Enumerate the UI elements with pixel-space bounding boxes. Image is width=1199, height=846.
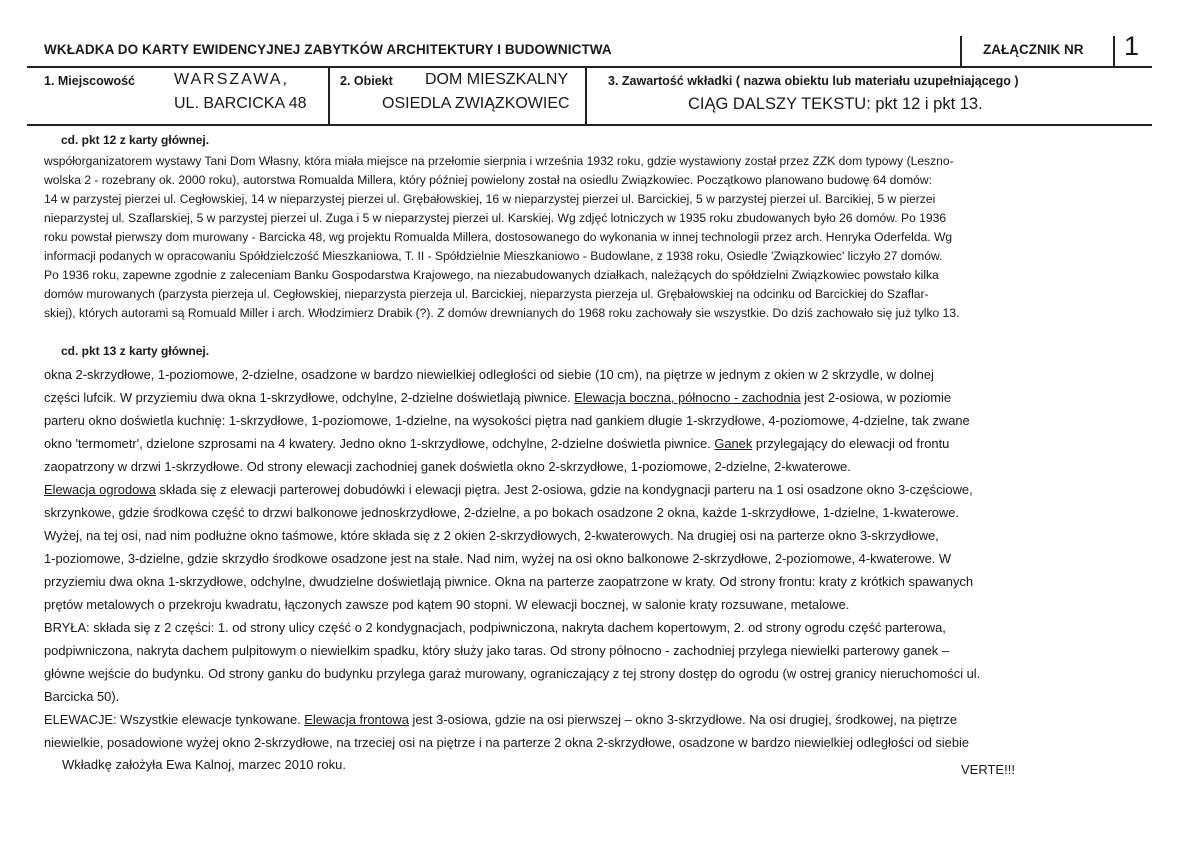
text: okno 'termometr', dzielone szprosami na 4 kwatery. Jedno okno 1-skrzydłowe, odchylne, 2-dzielne doświetla piwnice. xyxy=(44,436,715,451)
object-value-line1: DOM MIESZKALNY xyxy=(425,71,569,88)
section13-line: niewielkie, posadowione wyżej okno 2-skrzydłowe, na trzeciej osi na piętrze i na parterze 2 okna 2-skrzydłowe, osadzone w bardzo niewielkiej odległości od siebie xyxy=(44,735,970,750)
section12-line: nieparzystej ul. Szaflarskiej, 5 w parzystej pierzei ul. Zuga i 5 w nieparzystej pierzei ul. Karskiej. Wg zdjęć lotniczych w 1935 roku zbudowanych było 26 domów. Po 1936 xyxy=(44,211,947,225)
underlined-term: Elewacja boczna, północno - zachodnia xyxy=(574,390,801,405)
section13-line xyxy=(44,432,949,455)
attachment-number: 1 xyxy=(1124,31,1140,61)
verte-note: VERTE!!! xyxy=(961,762,1015,777)
section12-heading: cd. pkt 12 z karty głównej. xyxy=(61,133,210,147)
section13-line: parteru okno doświetla kuchnię: 1-skrzydłowe, 1-poziomowe, 1-dzielne, na wysokości piętra nad gankiem długie 1-skrzydłowe, 4-poziomowe, 4-dzielne, tak zwane xyxy=(44,413,970,428)
section13-line: 1-poziomowe, 3-dzielne, gdzie skrzydło środkowe osadzone jest na stałe. Nad nim, wyżej na osi okno balkonowe 2-skrzydłowe, 2-poziomowe, 4-kwaterowe. W xyxy=(44,551,952,566)
attachment-label: ZAŁĄCZNIK NR xyxy=(983,42,1084,57)
section13-line: Barcicka 50). xyxy=(44,689,120,704)
header-divider-1 xyxy=(328,66,330,124)
attachment-number-divider xyxy=(1113,36,1115,66)
text: jest 3-osiowa, gdzie na osi pierwszej – okno 3-skrzydłowe. Na osi drugiej, środkowej, na piętrze xyxy=(408,712,958,727)
locality-label: 1. Miejscowość xyxy=(44,74,136,88)
text: przylegający do elewacji od frontu xyxy=(752,436,950,451)
locality-value-line2: UL. BARCICKA 48 xyxy=(174,95,307,112)
section12-line: skiej), których autorami są Romuald Miller i arch. Włodzimierz Drabik (?). Z domów drewnianych do 1968 roku zachowały sie wszystkie. Do dziś zachowało się już tylko 13. xyxy=(44,306,960,320)
section13-heading: cd. pkt 13 z karty głównej. xyxy=(61,344,210,358)
section12-line: 14 w parzystej pierzei ul. Cegłowskiej, 14 w nieparzystej pierzei ul. Grębałowskiej, 16 w nieparzystej pierzei ul. Barcickiej, 5 w parzystej pierzei ul. Barcikiej, 5 w pierzei xyxy=(44,192,936,206)
section12-line: domów murowanych (parzysta pierzeja ul. Cegłowskiej, nieparzysta pierzeja ul. Barcickiej, nieparzysta pierzeja ul. Grębałowskiej na odcinku od Barcickiej do Szaflar- xyxy=(44,287,929,301)
section13-line: zaopatrzony w drzwi 1-skrzydłowe. Od strony elewacji zachodniej ganek doświetla okno 2-skrzydłowe, 1-poziomowe, 2-dzielne, 2-kwaterowe. xyxy=(44,459,851,474)
content-value: CIĄG DALSZY TEKSTU: pkt 12 i pkt 13. xyxy=(688,95,983,113)
text: części lufcik. W przyziemiu dwa okna 1-skrzydłowe, odchylne, 2-dzielne doświetlają piwnice. xyxy=(44,390,575,405)
section13-line: okna 2-skrzydłowe, 1-poziomowe, 2-dzielne, osadzone w bardzo niewielkiej odległości od siebie (10 cm), na piętrze w jednym z okien w 2 skrzydle, w dolnej xyxy=(44,367,934,382)
object-value-line2: OSIEDLA ZWIĄZKOWIEC xyxy=(382,95,570,112)
locality-value-line1: WARSZAWA, xyxy=(174,71,289,88)
section13-line: skrzynkowe, gdzie środkowa część to drzwi balkonowe jednoskrzydłowe, 2-dzielne, a po bokach osadzone 2 okna, każde 1-skrzydłowe, 1-dzielne, 1-kwaterowe. xyxy=(44,505,959,520)
header-top-rule xyxy=(27,66,1152,68)
section13-line: prętów metalowych o przekroju kwadratu, łączonych zawsze pod kątem 90 stopni. W elewacji bocznej, w salonie kraty rozsuwane, metalowe. xyxy=(44,597,850,612)
header-divider-attachment xyxy=(960,36,962,66)
object-label: 2. Obiekt xyxy=(340,74,393,88)
section13-line xyxy=(44,478,973,501)
underlined-term: Elewacja frontowa xyxy=(304,712,409,727)
section13-line: podpiwniczona, nakryta dachem pulpitowym o niewielkim spadku, który służy jako taras. Od strony północno - zachodniej przylega niewielki parterowy ganek – xyxy=(44,643,949,658)
section12-line: Po 1936 roku, zapewne zgodnie z zaleceniam Banku Gospodarstwa Krajowego, na niezabudowanych działkach, należących do spółdzielni Związkowiec powstało kilka xyxy=(44,268,939,282)
section13-line: przyziemiu dwa okna 1-skrzydłowe, odchylne, dwudzielne doświetlają piwnice. Okna na parterze zaopatrzone w kraty. Od strony frontu: kraty z krótkich spawanych xyxy=(44,574,974,589)
section13-line xyxy=(44,386,951,409)
section13-line xyxy=(44,708,957,731)
underlined-term: Ganek xyxy=(714,436,753,451)
document-title: WKŁADKA DO KARTY EWIDENCYJNEJ ZABYTKÓW ARCHITEKTURY I BUDOWNICTWA xyxy=(44,42,612,57)
section13-line: BRYŁA: składa się z 2 części: 1. od strony ulicy część o 2 kondygnacjach, podpiwniczona, nakryta dachem kopertowym, 2. od strony ogrodu część parterowa, xyxy=(44,620,946,635)
section13-line: główne wejście do budynku. Od strony ganku do budynku przylega garaż murowany, ograniczający z tej strony dostęp do ogrodu (w ostrej granicy nieruchomości ul. xyxy=(44,666,981,681)
header-divider-2 xyxy=(585,66,587,124)
section12-line: informacji podanych w opracowaniu Spółdzielczość Mieszkaniowa, T. II - Spółdzielnie Mieszkaniowo - Budowlane, z 1938 roku, Osiedle 'Związkowiec' liczyło 27 domów. xyxy=(44,249,943,263)
underlined-term: Elewacja ogrodowa xyxy=(44,482,156,497)
author-note: Wkładkę założyła Ewa Kalnoj, marzec 2010 roku. xyxy=(62,757,346,772)
section12-line: roku powstał pierwszy dom murowany - Barcicka 48, wg projektu Romualda Millera, dostosowanego do wykonania w innej technologii przez arch. Henryka Oderfelda. Wg xyxy=(44,230,953,244)
text: ELEWACJE: Wszystkie elewacje tynkowane. xyxy=(44,712,305,727)
header-bottom-rule xyxy=(27,124,1152,126)
section13-line: Wyżej, na tej osi, nad nim podłużne okno taśmowe, które składa się z 2 okien 2-skrzydłowych, 2-kwaterowych. Na drugiej osi na parterze okno 3-skrzydłowe, xyxy=(44,528,939,543)
content-label: 3. Zawartość wkładki ( nazwa obiektu lub materiału uzupełniającego ) xyxy=(608,74,1019,88)
section12-line: współorganizatorem wystawy Tani Dom Własny, która miała miejsce na przełomie sierpnia i września 1932 roku, gdzie wystawiony został przez ZZK dom typowy (Leszno- xyxy=(44,154,954,168)
text: jest 2-osiowa, w poziomie xyxy=(800,390,952,405)
section12-line: wolska 2 - rozebrany ok. 2000 roku), autorstwa Romualda Millera, który później powielony został na osiedlu Związkowiec. Początkowo planowano budowę 64 domów: xyxy=(44,173,932,187)
text: składa się z elewacji parterowej dobudówki i elewacji piętra. Jest 2-osiowa, gdzie na kondygnacji parteru na 1 osi osadzone okno 3-częściowe, xyxy=(155,482,973,497)
